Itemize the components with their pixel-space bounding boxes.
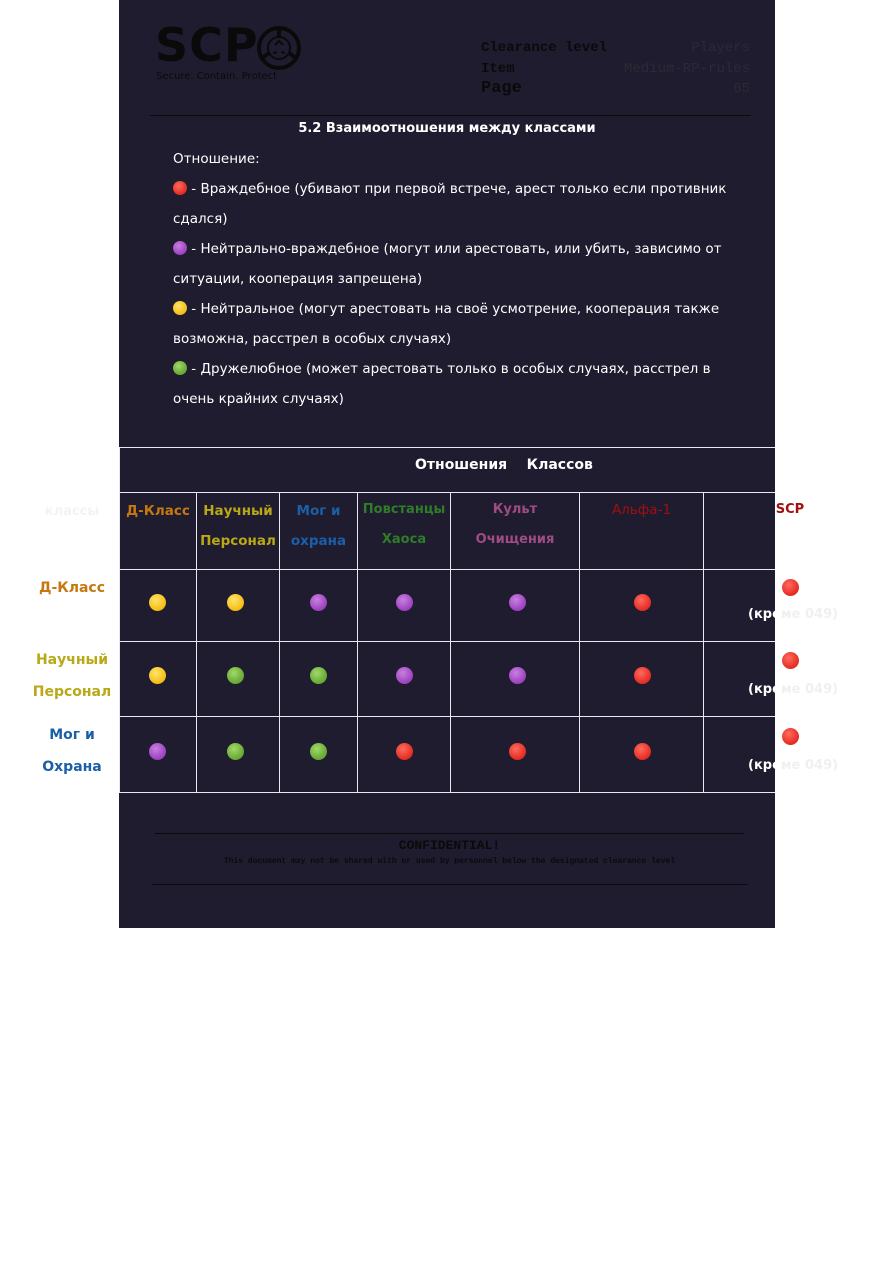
column-header-alpha (580, 495, 703, 525)
row-header-line1: Д-Класс (38, 580, 106, 596)
scp-note-part: (кро (748, 682, 782, 697)
scp-note-part: ме 049) (781, 607, 839, 622)
page-label: Page (481, 79, 522, 98)
row-header-line2: Персонал (32, 684, 112, 700)
table-row-divider (119, 716, 775, 717)
page-value: 65 (733, 81, 750, 97)
table-header-divider (119, 492, 775, 493)
purple-circle-icon (173, 241, 187, 255)
column-header-line1: Культ (492, 502, 538, 517)
purple-circle-icon (149, 743, 166, 760)
footer-bottom-rule (152, 884, 748, 885)
purple-circle-icon (509, 667, 526, 684)
column-header-line1: Научный (203, 503, 273, 519)
confidential-text: This document may not be shared with or used by personnel below the designated clearance level (223, 857, 676, 866)
table-row-divider (119, 641, 775, 642)
relation-intro: Отношение: (173, 151, 260, 167)
column-header-line1: Повстанцы (362, 502, 446, 517)
purple-circle-icon (509, 594, 526, 611)
scp-exception-note (748, 758, 838, 773)
green-circle-icon (227, 743, 244, 760)
column-header-scp (760, 495, 820, 525)
legend-friendly-text: - Дружелюбное (может арестовать только в особых случаях, расстрел в очень крайних случаях) (173, 361, 711, 407)
logo-subtitle: Secure. Contain. Protect (156, 71, 278, 82)
red-circle-icon (782, 579, 799, 596)
scp-note-part: ме 049) (781, 758, 839, 773)
column-header-line1: Альфа-1 (611, 502, 672, 518)
scp-note-part: ме 049) (781, 682, 839, 697)
yellow-circle-icon (149, 594, 166, 611)
item-label: Item (481, 61, 515, 77)
yellow-circle-icon (227, 594, 244, 611)
table-bottom-border (119, 792, 775, 793)
scp-logo (155, 18, 305, 88)
column-header-cult (451, 495, 579, 555)
green-circle-icon (173, 361, 187, 375)
legend-hostile-text: - Враждебное (убивают при первой встрече, арест только если противник сдался) (173, 181, 727, 227)
scp-exception-note (748, 682, 838, 697)
row-header-science (24, 644, 120, 708)
green-circle-icon (310, 667, 327, 684)
legend-neutral-hostile-text: - Нейтрально-враждебное (могут или арестовать, или убить, зависимо от ситуации, кооперация запрещена) (173, 241, 722, 287)
red-circle-icon (396, 743, 413, 760)
row-header-line1: Мог и (49, 727, 95, 743)
table-row-divider (119, 569, 775, 570)
purple-circle-icon (396, 594, 413, 611)
item-value: Medium-RP-rules (623, 61, 750, 77)
row-header-mog (24, 719, 120, 783)
table-col-divider (579, 492, 580, 793)
green-circle-icon (310, 743, 327, 760)
column-header-line2: охрана (290, 533, 347, 549)
red-circle-icon (634, 594, 651, 611)
column-header-line1: SCP (775, 502, 805, 517)
row-header-line1: Научный (35, 652, 109, 668)
red-circle-icon (634, 667, 651, 684)
red-circle-icon (782, 728, 799, 745)
legend-neutral-text: - Нейтральное (могут арестовать на своё усмотрение, кооперация также возможна, расстрел в особых случаях) (173, 301, 720, 347)
red-circle-icon (634, 743, 651, 760)
scp-note-part: (кро (748, 758, 782, 773)
column-header-science (197, 496, 279, 556)
legend-neutral-hostile (173, 234, 753, 294)
legend-hostile (173, 174, 753, 234)
logo-title: SCP (155, 18, 259, 72)
table-col-divider (703, 492, 704, 793)
column-header-line1: Д-Класс (126, 503, 190, 519)
column-header-line2: Персонал (200, 533, 276, 549)
table-title: Отношения Классов (415, 457, 593, 473)
yellow-circle-icon (173, 301, 187, 315)
clearance-value: Players (691, 40, 750, 56)
column-header-line2: Очищения (475, 532, 555, 547)
scp-emblem-icon (256, 25, 302, 71)
red-circle-icon (509, 743, 526, 760)
purple-circle-icon (396, 667, 413, 684)
table-corner-label: классы (44, 504, 100, 519)
legend-friendly (173, 354, 753, 414)
table-top-border (119, 447, 775, 448)
confidential-title: CONFIDENTIAL! (398, 838, 501, 853)
purple-circle-icon (310, 594, 327, 611)
yellow-circle-icon (149, 667, 166, 684)
clearance-label: Clearance level (481, 40, 608, 56)
green-circle-icon (227, 667, 244, 684)
column-header-d-class (120, 496, 196, 526)
column-header-line2: Хаоса (381, 532, 427, 547)
red-circle-icon (782, 652, 799, 669)
header-divider (150, 115, 751, 116)
row-header-d-class (24, 572, 120, 604)
footer-top-rule (155, 833, 744, 834)
red-circle-icon (173, 181, 187, 195)
column-header-mog (280, 496, 357, 556)
column-header-line1: Мог и (296, 503, 341, 519)
legend-neutral (173, 294, 753, 354)
column-header-chaos (358, 495, 450, 555)
scp-exception-note (748, 607, 838, 622)
scp-note-part: (кро (748, 607, 782, 622)
row-header-line2: Охрана (42, 759, 102, 775)
section-title: 5.2 Взаимоотношения между классами (298, 121, 596, 136)
